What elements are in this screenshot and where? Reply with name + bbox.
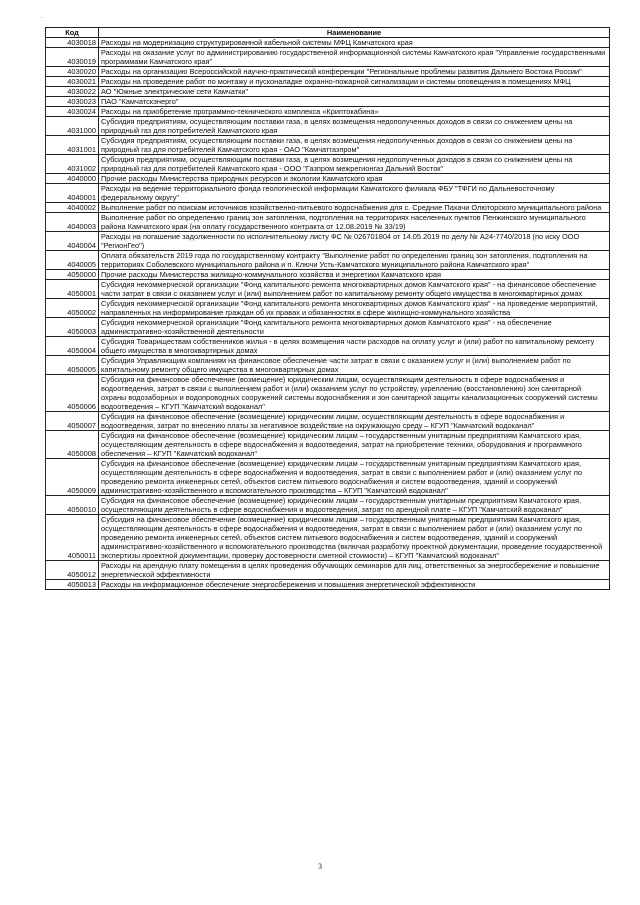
row-name: ПАО "Камчатскэнерго" xyxy=(99,97,610,107)
row-name: Выполнение работ по поискам источников хозяйственно-питьевого водоснабжения для с. Средние Пахачи Олюторского муниципального района xyxy=(99,203,610,213)
row-code: 4050013 xyxy=(46,580,99,590)
row-name: Субсидия на финансовое обеспечение (возмещение) юридическим лицам – государственным унитарным предприятиям Камчатского края, осуществляющим деятельность в сфере водоснабжения и водоотведения, затрат по арендной плате – КГУП "Камчатский водоканал" xyxy=(99,496,610,515)
table-row xyxy=(46,184,610,203)
row-name: АО "Южные электрические сети Камчатки" xyxy=(99,87,610,97)
row-name: Субсидия Управляющим компаниям на финансовое обеспечение части затрат в связи с оказанием услуг и (или) выполнением работ по капитальному ремонту общего имущества в многоквартирных домах xyxy=(99,356,610,375)
row-code: 4040004 xyxy=(46,232,99,251)
table-row xyxy=(46,431,610,459)
table-row xyxy=(46,203,610,213)
row-code: 4031000 xyxy=(46,117,99,136)
table-row xyxy=(46,299,610,318)
row-name: Расходы на оказание услуг по администрированию государственной информационной системы Камчатского края "Управление государственными программами Камчатского края" xyxy=(99,48,610,67)
table-row xyxy=(46,48,610,67)
table-row xyxy=(46,375,610,412)
row-code: 4040001 xyxy=(46,184,99,203)
row-code: 4050005 xyxy=(46,356,99,375)
table-row xyxy=(46,97,610,107)
scan-mark: · xyxy=(41,15,43,22)
row-name: Расходы на организацию Всероссийской научно-практической конференции "Региональные проблемы развития Дальнего Востока России" xyxy=(99,67,610,77)
row-code: 4040003 xyxy=(46,213,99,232)
column-header-name: Наименование xyxy=(99,28,610,38)
row-code: 4050012 xyxy=(46,561,99,580)
row-code: 4050003 xyxy=(46,318,99,337)
row-code: 4050008 xyxy=(46,431,99,459)
table-row xyxy=(46,251,610,270)
row-name: Субсидия на финансовое обеспечение (возмещение) юридическим лицам, осуществляющим деятельность в сфере водоснабжения и водоотведения, затрат по внесению платы за негативное воздействие на окружающую среду – КГУП "Камчатский водоканал" xyxy=(99,412,610,431)
row-name: Субсидия некоммерческой организации "Фонд капитального ремонта многоквартирных домов Камчатского края" - на обеспечение административно-хозяйственной деятельности xyxy=(99,318,610,337)
row-code: 4050004 xyxy=(46,337,99,356)
budget-codes-table xyxy=(45,27,610,590)
table-row xyxy=(46,459,610,496)
row-code: 4031001 xyxy=(46,136,99,155)
row-name: Субсидия Товариществам собственников жилья - в целях возмещения части расходов на оплату услуг и (или) работ по капитальному ремонту общего имущества в многоквартирных домах xyxy=(99,337,610,356)
row-code: 4050000 xyxy=(46,270,99,280)
row-name: Субсидия на финансовое обеспечение (возмещение) юридическим лицам, осуществляющим деятельность в сфере водоснабжения и водоотведения, затрат в связи с выполнением работ и (или) оказанием услуг по устройству, укреплению (восстановлению) зон санитарной охраны водозаборных и водопроводных сооружений системы водоснабжения и зон санитарной защиты канализационных сооружений системы водоотведения – КГУП "Камчатский водоканал" xyxy=(99,375,610,412)
row-code: 4050011 xyxy=(46,515,99,561)
row-code: 4050001 xyxy=(46,280,99,299)
row-code: 4030022 xyxy=(46,87,99,97)
row-name: Прочие расходы Министерства природных ресурсов и экологии Камчатского края xyxy=(99,174,610,184)
table-header-row xyxy=(46,28,610,38)
row-code: 4050009 xyxy=(46,459,99,496)
table-row xyxy=(46,356,610,375)
row-name: Расходы на погашение задолженности по исполнительному листу ФС № 026701804 от 14.05.2019 по делу № А24-7740/2018 (по иску ООО "РегионГео") xyxy=(99,232,610,251)
table-row xyxy=(46,515,610,561)
row-code: 4050006 xyxy=(46,375,99,412)
row-code: 4050002 xyxy=(46,299,99,318)
row-name: Субсидия предприятиям, осуществляющим поставки газа, в целях возмещения недополученных доходов в связи со снижением цены на природный газ для потребителей Камчатского края - ОАО "Камчатгазпром" xyxy=(99,136,610,155)
row-code: 4050007 xyxy=(46,412,99,431)
table-row xyxy=(46,77,610,87)
row-name: Субсидия некоммерческой организации "Фонд капитального ремонта многоквартирных домов Камчатского края" - на проведение мероприятий, направленных на информирование граждан об их правах и обязанностях в сфере жилищно-коммунального хозяйства xyxy=(99,299,610,318)
table-row xyxy=(46,270,610,280)
row-code: 4030020 xyxy=(46,67,99,77)
row-code: 4040005 xyxy=(46,251,99,270)
row-code: 4031002 xyxy=(46,155,99,174)
row-name: Субсидия предприятиям, осуществляющим поставки газа, в целях возмещения недополученных доходов в связи со снижением цены на природный газ для потребителей Камчатского края - ООО "Газпром межрегионгаз Дальний Восток" xyxy=(99,155,610,174)
table-row xyxy=(46,38,610,48)
row-code: 4040002 xyxy=(46,203,99,213)
row-name: Расходы на арендную плату помещения в целях проведения обучающих семинаров для лиц, ответственных за энергосбережение и повышение энергетической эффективности xyxy=(99,561,610,580)
row-name: Расходы на информационное обеспечение энергосбережения и повышения энергетической эффективности xyxy=(99,580,610,590)
table-row xyxy=(46,280,610,299)
row-name: Прочие расходы Министерства жилищно-коммунального хозяйства и энергетики Камчатского края xyxy=(99,270,610,280)
row-name: Расходы на ведение территориального фонда геологической информации Камчатского филиала ФБУ "ТФГИ по Дальневосточному федеральному округу" xyxy=(99,184,610,203)
row-name: Выполнение работ по определению границ зон затопления, подтопления на территориях населенных пунктов Пенжинского муниципального района Камчатского края (на оплату государственного контракта от 12.08.2019 № 33/19) xyxy=(99,213,610,232)
row-code: 4030021 xyxy=(46,77,99,87)
row-name: Оплата обязательств 2019 года по государственному контракту "Выполнение работ по определению границ зон затопления, подтопления на территориях Соболевского муниципального района и п. Ключи Усть-Камчатского муниципального района Камчатского края" xyxy=(99,251,610,270)
row-name: Расходы на приобретение программно-технического комплекса «Криптокабина» xyxy=(99,107,610,117)
table-body xyxy=(46,38,610,590)
table-row xyxy=(46,117,610,136)
table-row xyxy=(46,213,610,232)
table-row xyxy=(46,337,610,356)
row-code: 4030024 xyxy=(46,107,99,117)
table-row xyxy=(46,580,610,590)
row-name: Субсидия на финансовое обеспечение (возмещение) юридическим лицам – государственным унитарным предприятиям Камчатского края, осуществляющим деятельность в сфере водоснабжения и водоотведения, затрат в связи с выполнением работ и (или) оказанием услуг по проведению ремонта инженерных сетей, объектов систем питьевого водоснабжения и систем водоотведения, зданий и сооружений административно-хозяйственного и вспомогательного производства – КГУП "Камчатский водоканал" xyxy=(99,459,610,496)
column-header-code: Код xyxy=(46,28,99,38)
row-code: 4040000 xyxy=(46,174,99,184)
row-name: Субсидия предприятиям, осуществляющим поставки газа, в целях возмещения недополученных доходов в связи со снижением цены на природный газ для потребителей Камчатского края xyxy=(99,117,610,136)
row-name: Расходы на модернизацию структурированной кабельной системы МФЦ Камчатского края xyxy=(99,38,610,48)
table-row xyxy=(46,155,610,174)
row-name: Расходы на проведение работ по монтажу и пусконаладке охранно-пожарной сигнализации и системы оповещения в помещениях МФЦ xyxy=(99,77,610,87)
row-name: Субсидия некоммерческой организации "Фонд капитального ремонта многоквартирных домов Камчатского края" - на финансовое обеспечение части затрат в связи с оказанием услуг и (или) выполнением работ по капитальному ремонту общего имущества в многоквартирных домах xyxy=(99,280,610,299)
table-row xyxy=(46,496,610,515)
row-code: 4050010 xyxy=(46,496,99,515)
row-code: 4030018 xyxy=(46,38,99,48)
table-row xyxy=(46,67,610,77)
page-number: 3 xyxy=(318,862,322,871)
row-name: Субсидия на финансовое обеспечение (возмещение) юридическим лицам – государственным унитарным предприятиям Камчатского края, осуществляющим деятельность в сфере водоснабжения и водоотведения, затрат в связи с выполнением работ и (или) оказанием услуг по проведению ремонта инженерных сетей, объектов систем питьевого водоснабжения и систем водоотведения, зданий и сооружений административно-хозяйственного и вспомогательного производства (включая разработку проектной документации, проведение государственной экспертизы проектной документации, проверку достоверности сметной стоимости) – КГУП "Камчатский водоканал" xyxy=(99,515,610,561)
table-row xyxy=(46,87,610,97)
table-row xyxy=(46,136,610,155)
table-row xyxy=(46,107,610,117)
table-row xyxy=(46,174,610,184)
row-code: 4030023 xyxy=(46,97,99,107)
table-row xyxy=(46,561,610,580)
row-code: 4030019 xyxy=(46,48,99,67)
row-name: Субсидия на финансовое обеспечение (возмещение) юридическим лицам – государственным унитарным предприятиям Камчатского края, осуществляющим деятельность в сфере водоснабжения и водоотведения, затрат на приобретение техники, оборудования и программного обеспечения – КГУП "Камчатский водоканал" xyxy=(99,431,610,459)
table-row xyxy=(46,412,610,431)
table-row xyxy=(46,232,610,251)
table-row xyxy=(46,318,610,337)
